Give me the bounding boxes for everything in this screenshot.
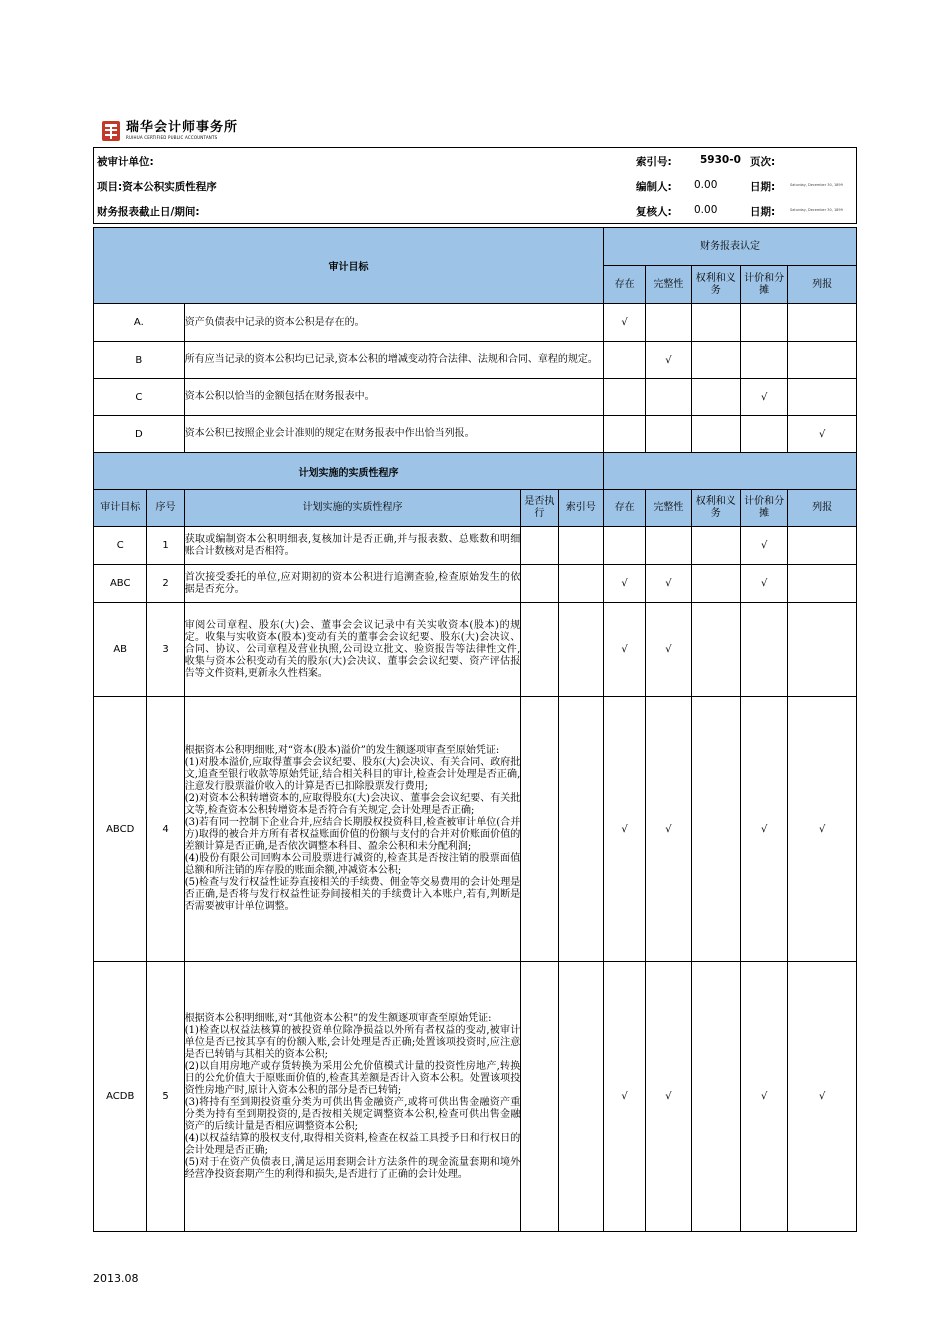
check-cell: √ bbox=[740, 565, 787, 603]
procedure-seq: 4 bbox=[147, 697, 184, 962]
check-cell: √ bbox=[646, 565, 691, 603]
check-cell: √ bbox=[740, 527, 787, 565]
procedures-title-blank bbox=[603, 453, 856, 490]
procedure-seq: 1 bbox=[147, 527, 184, 565]
assertion-presentation: 列报 bbox=[788, 266, 857, 304]
objective-row bbox=[94, 416, 857, 453]
check-cell: √ bbox=[603, 565, 645, 603]
reviewer-label: 复核人: bbox=[636, 206, 672, 218]
objective-text: 资本公积以恰当的金额包括在财务报表中。 bbox=[184, 379, 603, 416]
project-label: 项目:资本公积实质性程序 bbox=[97, 181, 217, 193]
check-cell bbox=[740, 342, 787, 379]
check-cell bbox=[691, 962, 740, 1232]
col-rights: 权利和义务 bbox=[691, 490, 740, 527]
objective-code: B bbox=[94, 342, 185, 379]
date-value-1: Saturday, December 30, 1899 bbox=[790, 183, 843, 187]
check-cell bbox=[646, 304, 691, 342]
check-cell: √ bbox=[603, 304, 645, 342]
check-cell: √ bbox=[603, 603, 645, 697]
executed-cell[interactable] bbox=[521, 565, 558, 603]
col-valuation: 计价和分摊 bbox=[740, 490, 787, 527]
audit-program-table bbox=[93, 227, 857, 1232]
check-cell bbox=[691, 697, 740, 962]
check-cell bbox=[788, 603, 857, 697]
check-cell bbox=[691, 527, 740, 565]
index-cell[interactable] bbox=[558, 565, 603, 603]
check-cell bbox=[788, 527, 857, 565]
check-cell bbox=[646, 416, 691, 453]
index-label: 索引号: bbox=[636, 156, 672, 168]
objective-row bbox=[94, 379, 857, 416]
objective-code: C bbox=[94, 379, 185, 416]
col-index: 索引号 bbox=[558, 490, 603, 527]
check-cell bbox=[740, 416, 787, 453]
col-existence: 存在 bbox=[603, 490, 645, 527]
check-cell bbox=[691, 342, 740, 379]
check-cell: √ bbox=[788, 416, 857, 453]
check-cell bbox=[691, 603, 740, 697]
check-cell bbox=[691, 565, 740, 603]
check-cell bbox=[646, 379, 691, 416]
check-cell bbox=[788, 379, 857, 416]
check-cell: √ bbox=[788, 962, 857, 1232]
check-cell bbox=[788, 342, 857, 379]
check-cell bbox=[788, 565, 857, 603]
check-cell bbox=[691, 304, 740, 342]
objective-code: A. bbox=[94, 304, 185, 342]
objectives-header-row bbox=[94, 228, 857, 266]
preparer-label: 编制人: bbox=[636, 181, 672, 193]
index-value: 5930-0 bbox=[700, 154, 741, 166]
col-executed: 是否执行 bbox=[521, 490, 558, 527]
check-cell bbox=[603, 416, 645, 453]
objective-text: 所有应当记录的资本公积均已记录,资本公积的增减变动符合法律、法规和合同、章程的规定。 bbox=[184, 342, 603, 379]
index-cell[interactable] bbox=[558, 603, 603, 697]
period-label: 财务报表截止日/期间: bbox=[97, 206, 200, 218]
objective-row bbox=[94, 304, 857, 342]
procedure-row bbox=[94, 565, 857, 603]
check-cell bbox=[603, 527, 645, 565]
objective-text: 资产负债表中记录的资本公积是存在的。 bbox=[184, 304, 603, 342]
check-cell: √ bbox=[646, 697, 691, 962]
procedure-row bbox=[94, 962, 857, 1232]
header-row-1 bbox=[94, 148, 856, 173]
executed-cell[interactable] bbox=[521, 962, 558, 1232]
procedure-text: 根据资本公积明细账,对“资本(股本)溢价”的发生额逐项审查至原始凭证: (1)对股本溢价,应取得董事会会议纪要、股东(大)会决议、有关合同、政府批文,追查至银行收款等原始凭证,结合相关科目的审计,检查会计处理是否正确,注意发行股票溢价收入的计算是否已扣除股票发行费用; (2)对资本公积转增资本的,应取得股东(大)会决议、董事会会议纪要、有关批文等,检查资本公积转增资本是否符合有关规定,会计处理是否正确; (3)若有同一控制下企业合并,应结合长期股权投资科目,检查被审计单位(合并方)取得的被合并方所有者权益账面价值的份额与支付的合并对价账面价值的差额计算是否正确,是否依次调整本科目、盈余公积和未分配利润; (4)股份有限公司回购本公司股票进行减资的,检查其是否按注销的股票面值总额和所注销的库存股的账面余额,冲减资本公积; (5)检查与发行权益性证券直接相关的手续费、佣金等交易费用的会计处理是否正确,是否将与发行权益性证券间接相关的手续费计入本账户,若有,判断是否需要被审计单位调整。 bbox=[184, 697, 521, 962]
reviewer-value: 0.00 bbox=[694, 204, 718, 216]
check-cell: √ bbox=[646, 603, 691, 697]
index-cell[interactable] bbox=[558, 962, 603, 1232]
executed-cell[interactable] bbox=[521, 527, 558, 565]
assertion-rights: 权利和义务 bbox=[691, 266, 740, 304]
check-cell: √ bbox=[740, 379, 787, 416]
check-cell bbox=[646, 527, 691, 565]
procedure-seq: 5 bbox=[147, 962, 184, 1232]
procedures-title: 计划实施的实质性程序 bbox=[94, 453, 604, 490]
firm-seal-icon bbox=[101, 119, 121, 143]
check-cell: √ bbox=[740, 697, 787, 962]
assertion-group-header: 财务报表认定 bbox=[603, 228, 856, 266]
procedure-row bbox=[94, 603, 857, 697]
procedure-objective: ABC bbox=[94, 565, 147, 603]
check-cell: √ bbox=[646, 962, 691, 1232]
procedure-text: 获取或编制资本公积明细表,复核加计是否正确,并与报表数、总账数和明细账合计数核对是否相符。 bbox=[184, 527, 521, 565]
preparer-value: 0.00 bbox=[694, 179, 718, 191]
procedure-seq: 3 bbox=[147, 603, 184, 697]
executed-cell[interactable] bbox=[521, 603, 558, 697]
procedure-text: 根据资本公积明细账,对“其他资本公积”的发生额逐项审查至原始凭证: (1)检查以权益法核算的被投资单位除净损益以外所有者权益的变动,被审计单位是否已按其享有的份额入账,会计处理是否正确;处置该项投资时,应注意是否已转销与其相关的资本公积; (2)以自用房地产或存货转换为采用公允价值模式计量的投资性房地产,转换日的公允价值大于原账面价值的,检查其差额是否计入资本公积。处置该项投资性房地产时,原计入资本公积的部分是否已转销; (3)将持有至到期投资重分类为可供出售金融资产,或将可供出售金融资产重分类为持有至到期投资的,是否按相关规定调整资本公积,检查可供出售金融资产的后续计量是否相应调整资本公积; (4)以权益结算的股权支付,取得相关资料,检查在权益工具授予日和行权日的会计处理是否正确; (5)对于在资产负债表日,满足运用套期会计方法条件的现金流量套期和境外经营净投资套期产生的利得和损失,是否进行了正确的会计处理。 bbox=[184, 962, 521, 1232]
check-cell: √ bbox=[603, 962, 645, 1232]
col-procedure: 计划实施的实质性程序 bbox=[184, 490, 521, 527]
index-cell[interactable] bbox=[558, 697, 603, 962]
check-cell bbox=[603, 379, 645, 416]
procedure-row bbox=[94, 527, 857, 565]
check-cell bbox=[740, 603, 787, 697]
objective-code: D bbox=[94, 416, 185, 453]
footer-version: 2013.08 bbox=[93, 1272, 139, 1285]
col-seq: 序号 bbox=[147, 490, 184, 527]
check-cell bbox=[740, 304, 787, 342]
objective-text: 资本公积已按照企业会计准则的规定在财务报表中作出恰当列报。 bbox=[184, 416, 603, 453]
check-cell: √ bbox=[603, 697, 645, 962]
procedure-seq: 2 bbox=[147, 565, 184, 603]
assertion-completeness: 完整性 bbox=[646, 266, 691, 304]
assertion-valuation: 计价和分摊 bbox=[740, 266, 787, 304]
procedures-title-row bbox=[94, 453, 857, 490]
procedure-objective: C bbox=[94, 527, 147, 565]
date-label-1: 日期: bbox=[750, 181, 776, 193]
procedure-objective: AB bbox=[94, 603, 147, 697]
col-presentation: 列报 bbox=[788, 490, 857, 527]
procedure-objective: ABCD bbox=[94, 697, 147, 962]
col-completeness: 完整性 bbox=[646, 490, 691, 527]
check-cell bbox=[788, 304, 857, 342]
objectives-title: 审计目标 bbox=[94, 228, 604, 304]
page-label: 页次: bbox=[750, 156, 776, 168]
date-value-2: Saturday, December 30, 1899 bbox=[790, 208, 843, 212]
firm-logo bbox=[101, 118, 238, 144]
check-cell: √ bbox=[740, 962, 787, 1232]
header-row-2 bbox=[94, 173, 856, 198]
index-cell[interactable] bbox=[558, 527, 603, 565]
assertion-existence: 存在 bbox=[603, 266, 645, 304]
objective-row bbox=[94, 342, 857, 379]
header-row-3 bbox=[94, 198, 856, 223]
check-cell: √ bbox=[788, 697, 857, 962]
check-cell bbox=[691, 416, 740, 453]
procedure-text: 首次接受委托的单位,应对期初的资本公积进行追溯查验,检查原始发生的依据是否充分。 bbox=[184, 565, 521, 603]
procedure-objective: ACDB bbox=[94, 962, 147, 1232]
firm-name: 瑞华会计师事务所 bbox=[126, 120, 239, 135]
workpaper-header bbox=[93, 147, 857, 224]
check-cell: √ bbox=[646, 342, 691, 379]
auditee-label: 被审计单位: bbox=[97, 156, 154, 168]
check-cell bbox=[691, 379, 740, 416]
date-label-2: 日期: bbox=[750, 206, 776, 218]
col-objective: 审计目标 bbox=[94, 490, 147, 527]
procedure-row bbox=[94, 697, 857, 962]
procedure-text: 审阅公司章程、股东(大)会、董事会会议记录中有关实收资本(股本)的规定。收集与实收资本(股本)变动有关的董事会会议纪要、股东(大)会决议、合同、协议、公司章程及营业执照,公司设立批文、验资报告等法律性文件,收集与资本公积变动有关的股东(大)会决议、董事会会议纪要、资产评估报告等文件资料,更新永久性档案。 bbox=[184, 603, 521, 697]
procedures-header-row bbox=[94, 490, 857, 527]
check-cell bbox=[603, 342, 645, 379]
firm-name-english: RUIHUA CERTIFIED PUBLIC ACCOUNTANTS bbox=[126, 135, 218, 140]
executed-cell[interactable] bbox=[521, 697, 558, 962]
